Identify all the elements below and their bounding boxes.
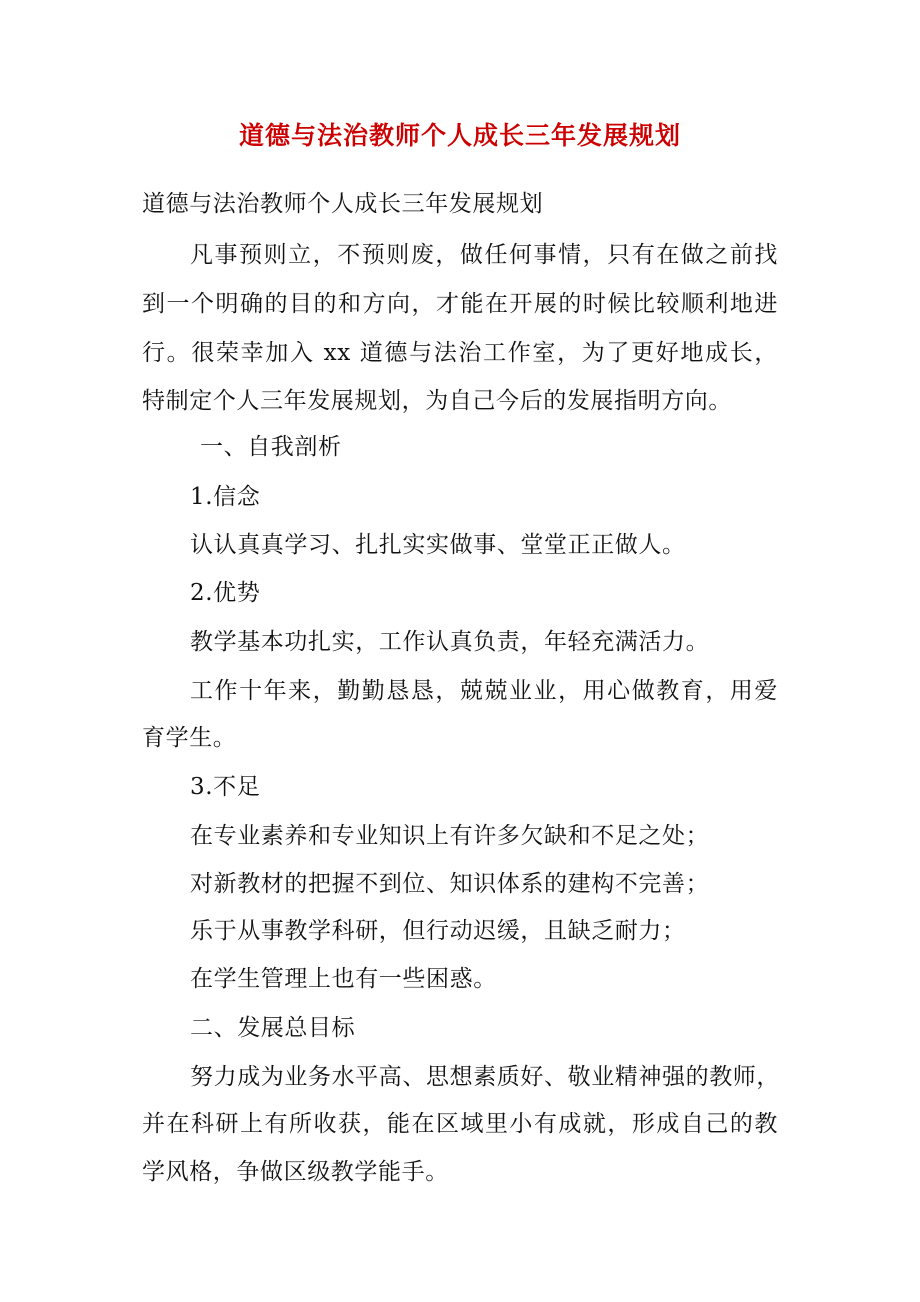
goal-line-1: 努力成为业务水平高、思想素质好、敬业精神强的教师， [190,1064,780,1090]
weakness-item-3: 乐于从事教学科研，但行动迟缓，且缺乏耐力； [190,918,686,944]
intro-line-4: 特制定个人三年发展规划，为自己今后的发展指明方向。 [142,388,732,414]
strength-text-1: 教学基本功扎实，工作认真负责，年轻充满活力。 [190,629,710,655]
subheading-belief: 1.信念 [190,484,261,510]
strength-text-2-line-2: 育学生。 [142,725,237,751]
subheading-weakness: 3.不足 [190,774,261,800]
goal-line-2: 并在科研上有所收获，能在区域里小有成就，形成自己的教 [142,1111,778,1137]
belief-text: 认认真真学习、扎扎实实做事、堂堂正正做人。 [190,532,686,558]
section-heading-overall-goal: 二、发展总目标 [190,1015,356,1041]
intro-line-2: 到一个明确的目的和方向，才能在开展的时候比较顺利地进 [142,291,778,317]
section-heading-self-analysis: 一、自我剖析 [200,434,342,460]
subheading-strength: 2.优势 [190,580,261,606]
weakness-item-2: 对新教材的把握不到位、知识体系的建构不完善； [190,871,710,897]
document-title: 道德与法治教师个人成长三年发展规划 [238,121,681,150]
goal-line-3: 学风格，争做区级教学能手。 [142,1159,449,1185]
intro-line-3: 行。很荣幸加入 xx 道德与法治工作室，为了更好地成长， [142,340,778,366]
strength-text-2-line-1: 工作十年来，勤勤恳恳，兢兢业业，用心做教育，用爱 [190,678,778,704]
intro-line-1: 凡事预则立，不预则废，做任何事情，只有在做之前找 [190,242,778,268]
weakness-item-4: 在学生管理上也有一些困惑。 [190,966,497,992]
weakness-item-1: 在专业素养和专业知识上有许多欠缺和不足之处； [190,823,710,849]
document-subtitle: 道德与法治教师个人成长三年发展规划 [142,191,544,217]
